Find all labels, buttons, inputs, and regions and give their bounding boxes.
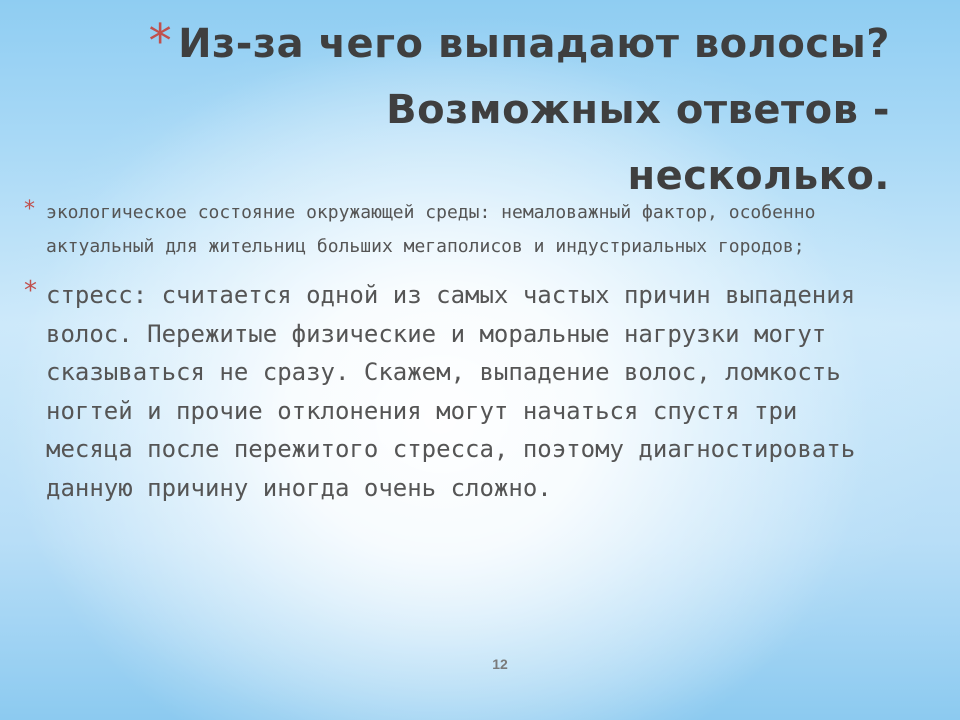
asterisk-bullet-icon: * (24, 276, 37, 306)
bullet-text-environment: экологическое состояние окружающей среды: немаловажный фактор, особенно актуальный для жительниц больших мегаполисов и индустриальных городов; (46, 202, 816, 257)
title-asterisk-bullet-icon: * (148, 14, 173, 68)
bullet-item-stress (24, 276, 881, 507)
bullet-item-environment (24, 196, 846, 264)
slide-title (60, 8, 890, 209)
page-number: 12 (492, 656, 508, 672)
slide-title-text: Из-за чего выпадают волосы? Возможных ответов - несколько. (178, 21, 890, 199)
asterisk-bullet-icon: * (24, 197, 35, 222)
bullet-list (24, 196, 884, 507)
bullet-text-stress: стресс: считается одной из самых частых причин выпадения волос. Пережитые физические и моральные нагрузки могут сказываться не сразу. Скажем, выпадение волос, ломкость ногтей и прочие отклонения могут начаться спустя три месяца после пережитого стресса, поэтому диагностировать данную причину иногда очень сложно. (46, 281, 856, 502)
